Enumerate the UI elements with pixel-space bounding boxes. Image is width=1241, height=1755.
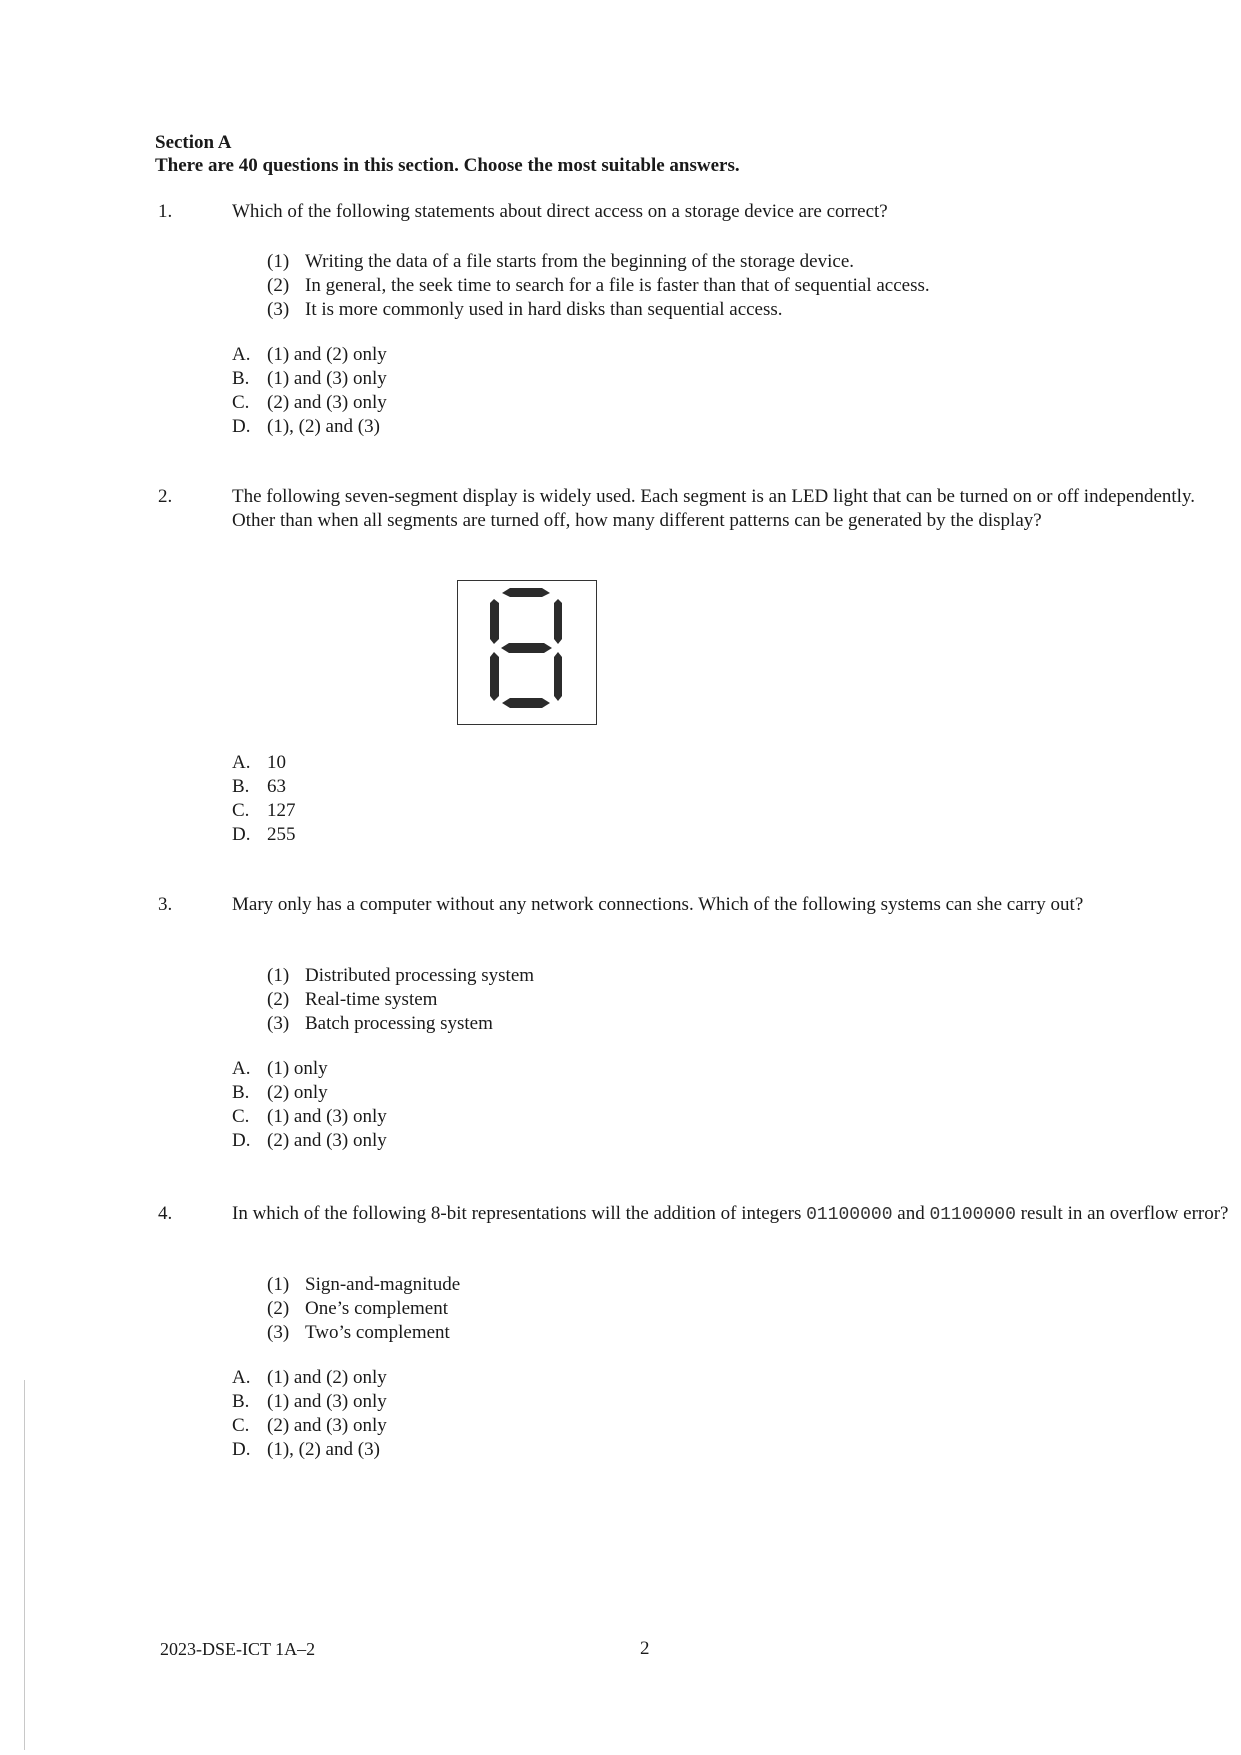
option-d[interactable] [232,1129,387,1153]
binary-operand: 01100000 [929,1205,1016,1225]
statement-label: (3) [267,1013,290,1034]
option-label: C. [232,392,250,413]
section-instructions: There are 40 questions in this section. Choose the most suitable answers. [155,155,740,176]
statement-text: In general, the seek time to search for a file is faster than that of sequential access. [305,275,930,296]
option-label: B. [232,776,250,797]
option-label: D. [232,1130,251,1151]
statement-label: (3) [267,1322,290,1343]
segment-upper-right [554,599,562,644]
option-list [232,751,296,847]
option-text: (2) and (3) only [267,1415,387,1436]
option-label: A. [232,1058,251,1079]
question-number: 3. [158,894,173,915]
option-text: (1) only [267,1058,328,1079]
seven-segment-digit-icon [458,581,595,723]
option-label: B. [232,368,250,389]
statement-text: One’s complement [305,1298,448,1319]
seven-segment-display-figure [457,580,597,725]
option-label: B. [232,1082,250,1103]
option-b[interactable] [232,367,387,391]
option-a[interactable] [232,1057,387,1081]
option-text: 255 [267,824,296,845]
question-text [232,1202,1232,1227]
option-label: A. [232,752,251,773]
question-text-start: In which of the following 8-bit representations will the addition of integers [232,1203,807,1224]
option-text: (1) and (3) only [267,1391,387,1412]
option-c[interactable] [232,1414,387,1438]
segment-lower-left [490,652,499,701]
option-c[interactable] [232,391,387,415]
segment-bottom [502,698,550,708]
question-number: 4. [158,1203,173,1224]
option-a[interactable] [232,1366,387,1390]
option-text: (1), (2) and (3) [267,416,380,437]
option-a[interactable] [232,343,387,367]
option-b[interactable] [232,1390,387,1414]
option-label: C. [232,1106,250,1127]
statement-text: Two’s complement [305,1322,450,1343]
option-text: 10 [267,752,286,773]
option-label: B. [232,1391,250,1412]
statement [267,298,930,322]
option-label: C. [232,1415,250,1436]
option-text: (1) and (2) only [267,1367,387,1388]
statement-text: It is more commonly used in hard disks than sequential access. [305,299,783,320]
segment-middle [501,643,552,653]
option-label: A. [232,1367,251,1388]
statement-list [267,250,930,322]
option-c[interactable] [232,799,296,823]
statement-list [267,1273,460,1345]
statement-label: (1) [267,1274,290,1295]
option-text: 127 [267,800,296,821]
question-number: 1. [158,201,173,222]
statement [267,274,930,298]
option-b[interactable] [232,775,296,799]
option-d[interactable] [232,823,296,847]
option-c[interactable] [232,1105,387,1129]
statement-label: (3) [267,299,290,320]
binary-operand: 01100000 [806,1205,893,1225]
option-list [232,343,387,439]
option-a[interactable] [232,751,296,775]
statement-label: (2) [267,275,290,296]
option-text: (1) and (3) only [267,1106,387,1127]
statement-label: (1) [267,251,290,272]
question-number: 2. [158,486,173,507]
question-text-end: result in an overflow error? [1015,1203,1229,1224]
statement [267,1297,460,1321]
question-text: Which of the following statements about direct access on a storage device are correct? [232,201,888,222]
statement-label: (2) [267,989,290,1010]
option-label: C. [232,800,250,821]
option-list [232,1366,387,1462]
option-label: A. [232,344,251,365]
option-label: D. [232,416,251,437]
statement [267,988,534,1012]
option-text: (2) and (3) only [267,1130,387,1151]
segment-top [502,588,550,597]
option-text: (1) and (3) only [267,368,387,389]
section-title: Section A [155,132,232,153]
statement [267,964,534,988]
statement-label: (2) [267,1298,290,1319]
question-text: Mary only has a computer without any network connections. Which of the following systems can she carry out? [232,894,1084,915]
option-d[interactable] [232,1438,387,1462]
scan-margin-line [24,1380,25,1750]
statement-text: Batch processing system [305,1013,493,1034]
statement-text: Writing the data of a file starts from the beginning of the storage device. [305,251,854,272]
option-text: (1) and (2) only [267,344,387,365]
option-text: (2) only [267,1082,328,1103]
paper-code: 2023-DSE-ICT 1A–2 [160,1639,316,1659]
option-text: 63 [267,776,286,797]
option-b[interactable] [232,1081,387,1105]
statement-label: (1) [267,965,290,986]
page-number: 2 [640,1638,650,1659]
statement [267,1012,534,1036]
option-text: (2) and (3) only [267,392,387,413]
question-text-and: and [892,1203,930,1224]
statement-text: Distributed processing system [305,965,535,986]
statement-text: Sign-and-magnitude [305,1274,461,1295]
segment-upper-left [490,599,499,644]
option-label: D. [232,824,251,845]
statement-list [267,964,534,1036]
option-label: D. [232,1439,251,1460]
segment-lower-right [554,652,562,701]
option-d[interactable] [232,415,387,439]
statement-text: Real-time system [305,989,438,1010]
statement [267,1321,460,1345]
option-text: (1), (2) and (3) [267,1439,380,1460]
question-text: The following seven-segment display is widely used. Each segment is an LED light that can be turned on or off independently. Other than when all segments are turned off, how many different patterns can be generated by the display? [232,486,1195,531]
option-list [232,1057,387,1153]
statement [267,250,930,274]
statement [267,1273,460,1297]
